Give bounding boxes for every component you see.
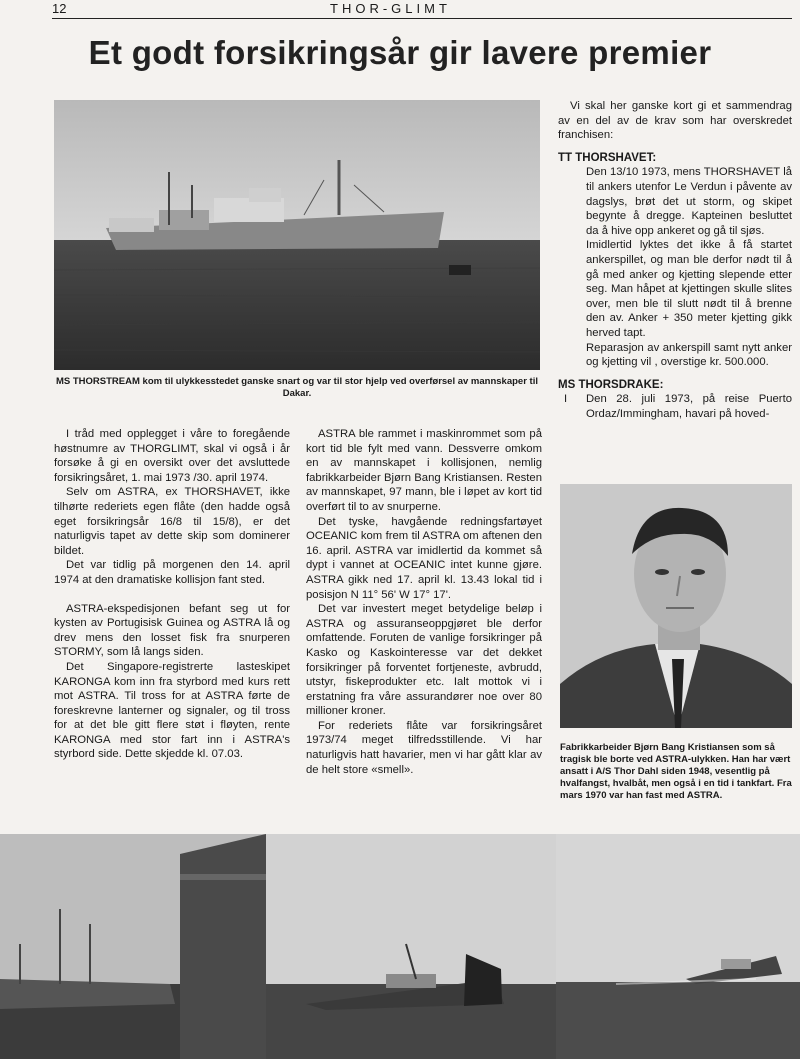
paragraph-marker: I bbox=[564, 393, 568, 406]
paragraph: Selv om ASTRA, ex THORSHAVET, ikke tilhørte rederiets egen flåte (den hadde også eget forsikringsår 16/8 til 15/8), er det naturligvis tapet av dette skip som dominerer bildet. bbox=[54, 486, 290, 557]
claims-intro: Vi skal her ganske kort gi et sammendrag av en del av de krav som har overskredet franchisen: bbox=[558, 100, 792, 142]
section-heading-thorshavet: TT THORSHAVET: bbox=[558, 151, 657, 164]
portrait-photo bbox=[560, 484, 792, 728]
paragraph: ASTRA-ekspedisjonen befant seg ut for kysten av Portugisisk Guinea og ASTRA lå og drev mens den losset fisk fra snurperen STORMY, som lå langs siden. bbox=[54, 602, 290, 659]
paragraph: Det Singapore-registrerte lasteskipet KARONGA kom inn fra styrbord med kurs rett mot ASTRA. Til tross for at ASTRA førte de foreskrevne lanterner og signaler, og til tross for at det ble gitt flere støt i fløyten, rente KARONGA med stor fart inn i ASTRA's styrbord side. Dette skjedde kl. 07.03. bbox=[54, 660, 290, 761]
paragraph: ASTRA ble rammet i maskinrommet som på kort tid ble fylt med vann. Dessverre omkom en av mannskapet i kollisjonen, nemlig fabrikkarbeider Bjørn Bang Kristiansen. Resten av mannskapet, 97 mann, ble i løpet av kort tid overført til to av snurperne. bbox=[306, 428, 542, 513]
left-column bbox=[54, 427, 290, 762]
paragraph: Det var investert meget betydelige beløp i ASTRA og assuranseoppgjøret ble derfor omfattende. Foruten de vanlige forsikringer på Kasko og Kaskointeresse var det dekket forsikringer på forventet fortjeneste, avbrudd, utstyr, fiskeprodukter etc. Ialt mottok vi i erstatning fra våre assurandører noe over 80 millioner kroner. bbox=[306, 603, 542, 718]
ship-photo-thorstream bbox=[54, 100, 540, 370]
paragraph: For rederiets flåte var forsikringsåret 1973/74 meget tilfredsstillende. Vi har naturligvis hatt havarier, men vi har gått klar av de helt store «smell». bbox=[306, 719, 542, 776]
paragraph: Den 13/10 1973, mens THORSHAVET lå til ankers utenfor Le Verdun i påvente av dagslys, brøt det ut storm, og skipet begynte å dregge. Kapteinen besluttet da å hive opp ankeret og gå til sjøs. bbox=[586, 166, 792, 237]
ship-photo-caption: MS THORSTREAM kom til ulykkesstedet ganske snart og var til stor hjelp ved overførsel av mannskaper til Dakar. bbox=[55, 376, 538, 399]
running-title: THOR-GLIMT bbox=[330, 1, 451, 16]
paragraph: Den 28. juli 1973, på reise Puerto Ordaz/Immingham, havari på hoved- bbox=[586, 393, 792, 420]
sinking-photo-3 bbox=[556, 834, 800, 1059]
article-headline: Et godt forsikringsår gir lavere premier bbox=[88, 34, 712, 71]
middle-column bbox=[306, 427, 542, 777]
sinking-photo-1 bbox=[0, 834, 266, 1059]
section-heading-thorsdrake: MS THORSDRAKE: bbox=[558, 378, 664, 391]
paragraph: I tråd med opplegget i våre to foregående høstnumre av THORGLIMT, skal vi også i år forsøke å gi en oversikt over det avsluttede forsikringsåret, 1. mai 1973 /30. april 1974. bbox=[54, 428, 290, 484]
paragraph: Imidlertid lyktes det ikke å få startet ankerspillet, og man ble derfor nødt til å gå med anker og kjetting slepende etter seg. Man håpet at kjettingen skulle slites over, men ble til slutt nødt til å brenne den av. Anker + 350 meter kjetting gikk herved tapt. bbox=[586, 239, 792, 339]
portrait-caption: Fabrikkarbeider Bjørn Bang Kristiansen som så tragisk ble borte ved ASTRA-ulykken. Han har vært ansatt i A/S Thor Dahl siden 1948, vesentlig på hvalfangst, hvalbåt, men også i en tid i tankfart. Fra mars 1970 var han fast med ASTRA. bbox=[560, 742, 792, 801]
sinking-photo-2 bbox=[266, 834, 556, 1059]
page-number: 12 bbox=[52, 1, 67, 16]
right-column bbox=[558, 99, 792, 421]
paragraph: Reparasjon av ankerspill samt nytt anker og kjetting vil , overstige kr. 500.000. bbox=[586, 341, 792, 369]
paragraph: Det var tidlig på morgenen den 14. april 1974 at den dramatiske kollisjon fant sted. bbox=[54, 559, 290, 586]
paragraph: Det tyske, havgående redningsfartøyet OCEANIC kom frem til ASTRA om aftenen den 16. april. ASTRA var imidlertid da kommet så dypt i vannet at OCEANIC intet kunne gjøre. ASTRA gikk ned 17. april kl. 13.43 lokal tid i posisjon N 11° 56' W 17° 17'. bbox=[306, 515, 542, 601]
